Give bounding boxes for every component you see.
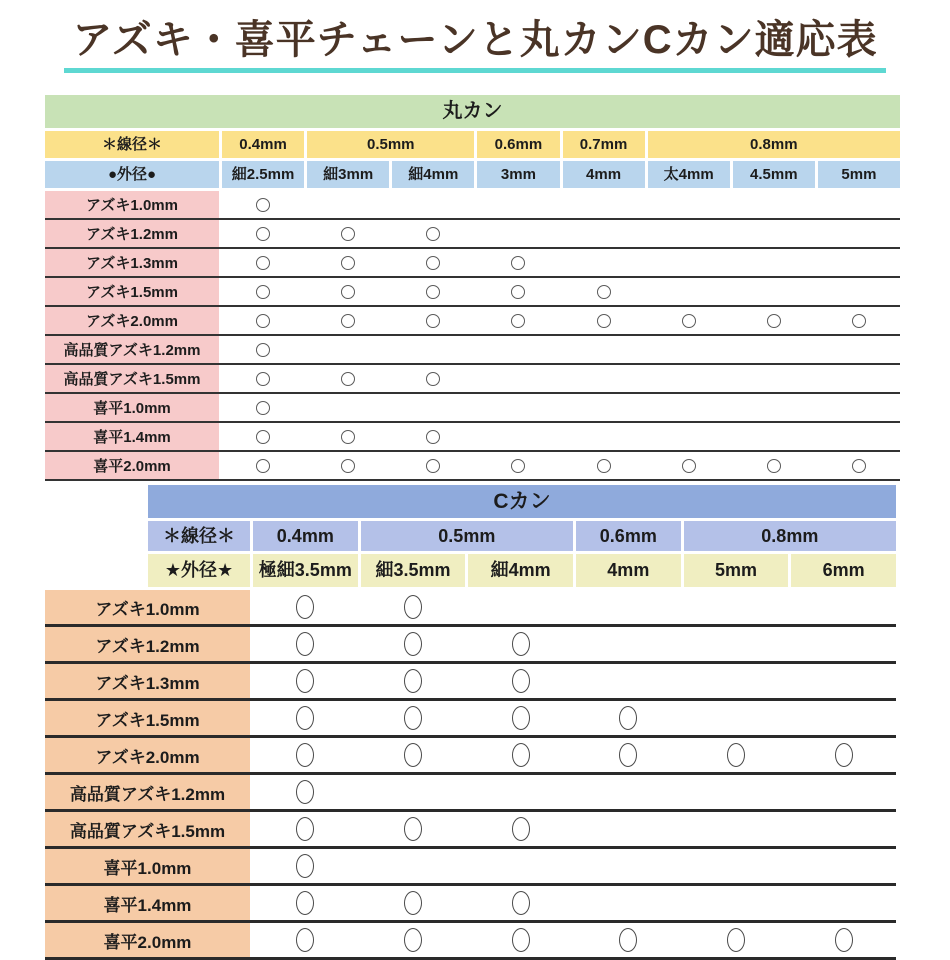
maru-kan-table [45,95,900,481]
ckan-table-row [45,923,896,960]
ckan-mark-cell [468,923,573,957]
maru-mark-cell [733,365,815,392]
compat-circle-icon [835,928,853,952]
compat-circle-icon [727,743,745,767]
compat-circle-icon [512,743,530,767]
maru-mark-cell [477,307,559,334]
ckan-wire-size: 0.4mm [253,521,358,551]
compat-circle-icon [404,928,422,952]
maru-mark-cell [648,249,730,276]
ckan-mark-cell [576,886,681,920]
maru-mark-cell [733,394,815,421]
maru-mark-cell [563,278,645,305]
ckan-mark-cell [468,627,573,661]
maru-mark-cell [563,365,645,392]
maru-wire-size: 0.8mm [648,131,900,158]
maru-mark-cell [222,220,304,247]
maru-mark-cell [818,249,900,276]
ckan-row-label: アズキ1.3mm [45,664,250,698]
maru-outer-size: 細4mm [392,161,474,188]
title-wrap [0,0,950,73]
maru-mark-cell [818,220,900,247]
compat-circle-icon [597,459,611,473]
ckan-table-row [45,738,896,775]
ckan-outer-size: 細4mm [468,554,573,587]
compat-circle-icon [296,595,314,619]
maru-kan-table-title: 丸カン [45,95,900,128]
maru-mark-cell [222,249,304,276]
maru-row-label: 高品質アズキ1.5mm [45,365,219,392]
compat-circle-icon [404,632,422,656]
maru-mark-cell [477,191,559,218]
maru-row-label: 高品質アズキ1.2mm [45,336,219,363]
ckan-mark-cell [791,886,896,920]
compat-circle-icon [296,743,314,767]
maru-mark-cell [477,452,559,479]
ckan-mark-cell [791,664,896,698]
maru-outer-label: ●外径● [45,161,219,188]
compat-circle-icon [619,706,637,730]
maru-mark-cell [222,423,304,450]
maru-mark-cell [392,191,474,218]
maru-table-row [45,423,900,452]
maru-mark-cell [733,249,815,276]
ckan-mark-cell [468,812,573,846]
maru-row-label: アズキ1.0mm [45,191,219,218]
compat-circle-icon [852,459,866,473]
ckan-mark-cell [253,664,358,698]
maru-mark-cell [307,452,389,479]
compat-circle-icon [256,285,270,299]
compat-circle-icon [767,314,781,328]
c-data-rows [45,590,896,960]
compat-circle-icon [256,343,270,357]
maru-mark-cell [818,394,900,421]
compat-circle-icon [426,459,440,473]
compat-circle-icon [511,459,525,473]
maru-mark-cell [477,365,559,392]
ckan-mark-cell [361,590,466,624]
ckan-mark-cell [791,701,896,735]
compat-circle-icon [341,314,355,328]
ckan-mark-cell [361,738,466,772]
maru-mark-cell [818,423,900,450]
compat-circle-icon [296,706,314,730]
c-kan-table [0,485,950,960]
ckan-mark-cell [684,664,789,698]
maru-row-label: アズキ1.2mm [45,220,219,247]
compat-circle-icon [512,928,530,952]
maru-mark-cell [818,336,900,363]
compat-circle-icon [512,817,530,841]
maru-mark-cell [733,336,815,363]
maru-mark-cell [563,336,645,363]
ckan-table-row [45,627,896,664]
compat-circle-icon [296,632,314,656]
ckan-mark-cell [684,923,789,957]
ckan-mark-cell [253,738,358,772]
maru-row-label: アズキ1.3mm [45,249,219,276]
maru-mark-cell [648,278,730,305]
ckan-mark-cell [684,701,789,735]
ckan-row-label: 高品質アズキ1.2mm [45,775,250,809]
compat-circle-icon [404,669,422,693]
compat-circle-icon [256,198,270,212]
ckan-mark-cell [791,590,896,624]
maru-mark-cell [222,452,304,479]
compat-circle-icon [296,928,314,952]
ckan-mark-cell [576,849,681,883]
ckan-outer-size: 4mm [576,554,681,587]
ckan-mark-cell [684,849,789,883]
compat-circle-icon [341,285,355,299]
ckan-mark-cell [468,849,573,883]
ckan-mark-cell [684,590,789,624]
compat-circle-icon [341,430,355,444]
maru-wire-size: 0.6mm [477,131,559,158]
ckan-mark-cell [468,590,573,624]
maru-mark-cell [222,365,304,392]
ckan-mark-cell [361,627,466,661]
maru-mark-cell [648,307,730,334]
ckan-outer-size: 6mm [791,554,896,587]
ckan-row-label: 喜平1.4mm [45,886,250,920]
maru-mark-cell [733,423,815,450]
compat-circle-icon [682,314,696,328]
maru-table-row [45,249,900,278]
maru-mark-cell [307,220,389,247]
ckan-row-label: アズキ1.2mm [45,627,250,661]
maru-mark-cell [563,394,645,421]
maru-row-label: 喜平1.0mm [45,394,219,421]
maru-table-row [45,220,900,249]
maru-mark-cell [307,423,389,450]
maru-mark-cell [222,278,304,305]
maru-mark-cell [222,336,304,363]
maru-mark-cell [307,278,389,305]
ckan-mark-cell [576,590,681,624]
maru-row-label: 喜平2.0mm [45,452,219,479]
c-outer-diameter-row [148,554,896,587]
ckan-mark-cell [684,627,789,661]
maru-row-label: アズキ2.0mm [45,307,219,334]
ckan-mark-cell [253,886,358,920]
maru-mark-cell [222,394,304,421]
maru-mark-cell [222,191,304,218]
maru-mark-cell [563,452,645,479]
ckan-mark-cell [684,738,789,772]
ckan-outer-label: ★外径★ [148,554,250,587]
compat-circle-icon [512,632,530,656]
maru-mark-cell [392,249,474,276]
maru-mark-cell [648,452,730,479]
ckan-mark-cell [253,590,358,624]
ckan-mark-cell [361,886,466,920]
compat-circle-icon [341,256,355,270]
compat-circle-icon [296,817,314,841]
maru-mark-cell [392,423,474,450]
maru-mark-cell [307,191,389,218]
compat-circle-icon [597,285,611,299]
maru-wire-size: 0.7mm [563,131,645,158]
ckan-outer-size: 細3.5mm [361,554,466,587]
compat-circle-icon [619,743,637,767]
ckan-row-label: アズキ1.0mm [45,590,250,624]
maru-mark-cell [477,249,559,276]
compat-circle-icon [404,891,422,915]
maru-table-row [45,191,900,220]
maru-mark-cell [307,249,389,276]
maru-wire-label: ＊線径＊ [45,131,219,158]
compat-circle-icon [296,669,314,693]
ckan-mark-cell [791,775,896,809]
ckan-mark-cell [468,886,573,920]
compat-circle-icon [511,256,525,270]
maru-table-row [45,365,900,394]
maru-outer-size: 細2.5mm [222,161,304,188]
ckan-mark-cell [361,812,466,846]
compat-circle-icon [835,743,853,767]
compat-circle-icon [682,459,696,473]
ckan-wire-size: 0.5mm [361,521,573,551]
compat-circle-icon [619,928,637,952]
ckan-mark-cell [361,775,466,809]
ckan-table-row [45,701,896,738]
ckan-mark-cell [791,812,896,846]
ckan-mark-cell [576,775,681,809]
ckan-mark-cell [576,738,681,772]
ckan-row-label: 高品質アズキ1.5mm [45,812,250,846]
maru-mark-cell [222,307,304,334]
ckan-mark-cell [468,701,573,735]
maru-mark-cell [307,394,389,421]
maru-mark-cell [648,220,730,247]
ckan-outer-size: 5mm [684,554,789,587]
ckan-row-label: 喜平1.0mm [45,849,250,883]
ckan-mark-cell [576,812,681,846]
maru-table-row [45,278,900,307]
maru-mark-cell [818,452,900,479]
maru-wire-size: 0.5mm [307,131,474,158]
ckan-row-label: アズキ1.5mm [45,701,250,735]
maru-mark-cell [392,220,474,247]
maru-mark-cell [392,278,474,305]
ckan-mark-cell [253,923,358,957]
maru-mark-cell [733,220,815,247]
maru-mark-cell [477,336,559,363]
compat-circle-icon [341,227,355,241]
compat-circle-icon [296,780,314,804]
maru-mark-cell [477,278,559,305]
maru-mark-cell [733,452,815,479]
maru-mark-cell [477,220,559,247]
maru-mark-cell [477,394,559,421]
ckan-table-row [45,812,896,849]
c-wire-diameter-row [148,521,896,551]
maru-mark-cell [563,220,645,247]
ckan-mark-cell [253,627,358,661]
maru-mark-cell [733,191,815,218]
compat-circle-icon [256,372,270,386]
maru-mark-cell [563,249,645,276]
ckan-mark-cell [253,812,358,846]
compat-circle-icon [256,401,270,415]
maru-wire-diameter-row [45,131,900,158]
compat-circle-icon [404,743,422,767]
ckan-mark-cell [684,775,789,809]
maru-mark-cell [818,365,900,392]
compat-circle-icon [256,256,270,270]
compat-circle-icon [341,459,355,473]
compat-circle-icon [426,285,440,299]
ckan-table-row [45,775,896,812]
maru-outer-size: 4mm [563,161,645,188]
maru-mark-cell [733,307,815,334]
ckan-mark-cell [576,664,681,698]
maru-mark-cell [477,423,559,450]
compat-circle-icon [426,430,440,444]
maru-mark-cell [392,336,474,363]
ckan-table-row [45,886,896,923]
compat-circle-icon [426,372,440,386]
maru-outer-size: 細3mm [307,161,389,188]
compat-circle-icon [511,314,525,328]
maru-mark-cell [307,307,389,334]
compat-circle-icon [512,669,530,693]
maru-mark-cell [818,307,900,334]
ckan-wire-size: 0.6mm [576,521,681,551]
maru-mark-cell [563,423,645,450]
maru-mark-cell [648,191,730,218]
compat-circle-icon [256,459,270,473]
maru-data-rows [45,191,900,481]
ckan-mark-cell [791,627,896,661]
compat-circle-icon [511,285,525,299]
maru-mark-cell [392,365,474,392]
maru-mark-cell [648,423,730,450]
maru-mark-cell [392,307,474,334]
compat-circle-icon [256,430,270,444]
compat-circle-icon [512,706,530,730]
ckan-mark-cell [468,738,573,772]
ckan-mark-cell [576,923,681,957]
ckan-outer-size: 極細3.5mm [253,554,358,587]
maru-mark-cell [563,307,645,334]
ckan-mark-cell [361,923,466,957]
compat-circle-icon [296,854,314,878]
maru-table-row [45,394,900,423]
ckan-mark-cell [576,701,681,735]
ckan-table-row [45,664,896,701]
ckan-row-label: 喜平2.0mm [45,923,250,957]
ckan-table-row [45,590,896,627]
maru-outer-size: 5mm [818,161,900,188]
maru-mark-cell [392,394,474,421]
compat-circle-icon [256,227,270,241]
compat-circle-icon [852,314,866,328]
maru-mark-cell [648,365,730,392]
ckan-mark-cell [576,627,681,661]
maru-mark-cell [307,365,389,392]
compat-circle-icon [296,891,314,915]
compat-circle-icon [404,595,422,619]
ckan-mark-cell [253,701,358,735]
ckan-mark-cell [361,664,466,698]
ckan-row-label: アズキ2.0mm [45,738,250,772]
compat-circle-icon [597,314,611,328]
maru-row-label: アズキ1.5mm [45,278,219,305]
page-title: アズキ・喜平チェーンと丸カンCカン適応表 [64,18,885,73]
ckan-mark-cell [468,775,573,809]
ckan-mark-cell [684,886,789,920]
maru-mark-cell [818,191,900,218]
maru-table-row [45,336,900,365]
compat-circle-icon [727,928,745,952]
maru-mark-cell [648,394,730,421]
ckan-wire-size: 0.8mm [684,521,896,551]
maru-mark-cell [818,278,900,305]
ckan-wire-label: ＊線径＊ [148,521,250,551]
maru-outer-size: 4.5mm [733,161,815,188]
compat-circle-icon [512,891,530,915]
ckan-mark-cell [791,923,896,957]
ckan-mark-cell [791,849,896,883]
compat-circle-icon [256,314,270,328]
maru-mark-cell [307,336,389,363]
maru-table-row [45,452,900,481]
maru-outer-size: 3mm [477,161,559,188]
ckan-mark-cell [468,664,573,698]
compat-circle-icon [404,706,422,730]
maru-wire-size: 0.4mm [222,131,304,158]
maru-row-label: 喜平1.4mm [45,423,219,450]
ckan-mark-cell [791,738,896,772]
compat-circle-icon [426,256,440,270]
compat-circle-icon [426,314,440,328]
compat-circle-icon [767,459,781,473]
maru-mark-cell [648,336,730,363]
maru-outer-size: 太4mm [648,161,730,188]
maru-mark-cell [392,452,474,479]
ckan-mark-cell [253,775,358,809]
maru-mark-cell [563,191,645,218]
compat-circle-icon [426,227,440,241]
c-kan-header-block [148,485,896,587]
ckan-mark-cell [253,849,358,883]
maru-table-row [45,307,900,336]
compat-circle-icon [341,372,355,386]
ckan-mark-cell [361,849,466,883]
ckan-mark-cell [361,701,466,735]
ckan-table-row [45,849,896,886]
c-kan-table-title: Cカン [148,485,896,518]
compat-circle-icon [404,817,422,841]
ckan-mark-cell [684,812,789,846]
maru-mark-cell [733,278,815,305]
maru-outer-diameter-row [45,161,900,188]
